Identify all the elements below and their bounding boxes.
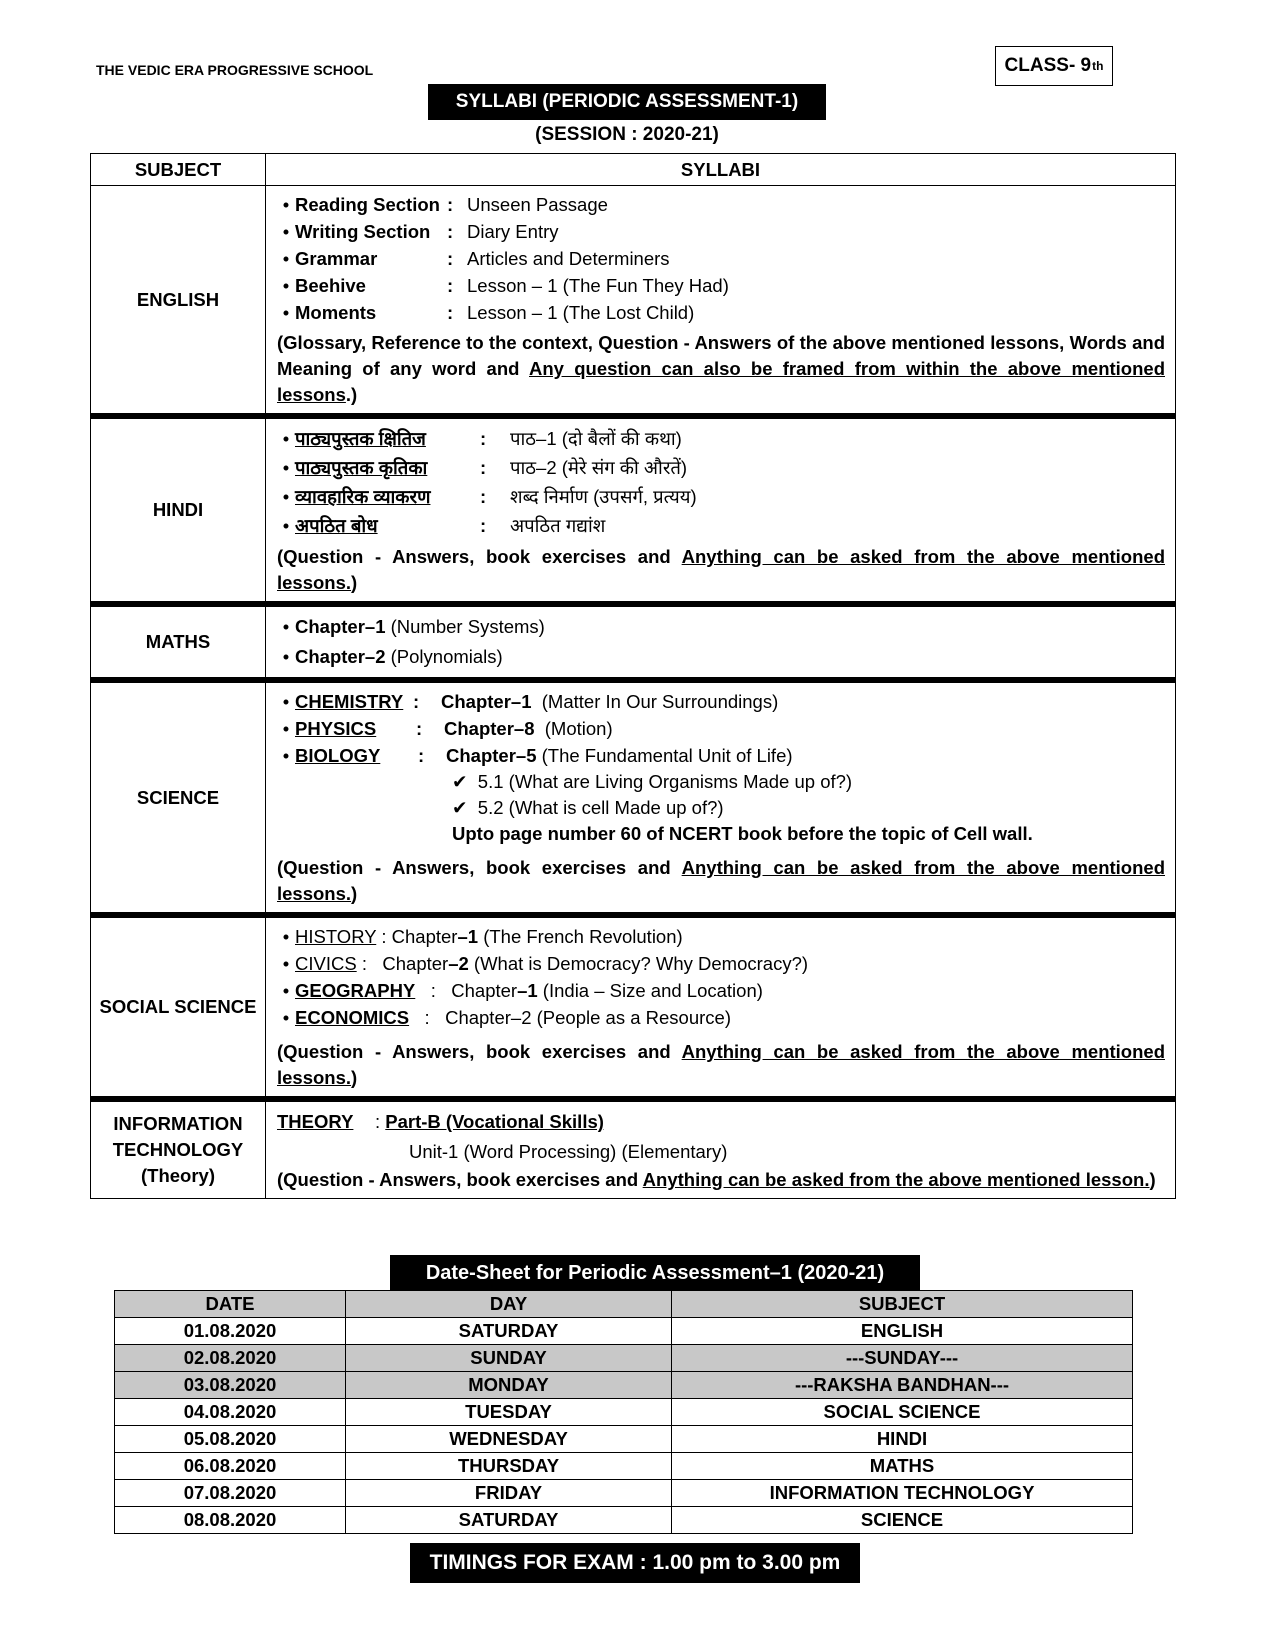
syllabus-header-row: [91, 154, 1176, 186]
list-item: [277, 482, 1165, 511]
item-label: Reading Section: [295, 194, 440, 215]
day-cell: FRIDAY: [346, 1480, 672, 1507]
item-value: (Matter In Our Surroundings): [541, 691, 779, 712]
class-label: CLASS- 9: [1004, 55, 1092, 76]
note-text: (Question - Answers, book exercises and: [277, 1041, 682, 1062]
tick-text: 5.2 (What is cell Made up of?): [477, 797, 724, 818]
subject-cell: ---SUNDAY---: [672, 1345, 1133, 1372]
list-item: [277, 715, 1165, 742]
subject-cell: INFORMATION TECHNOLOGY: [672, 1480, 1133, 1507]
table-row: [115, 1345, 1133, 1372]
science-content: [266, 680, 1176, 915]
note-text-end: ): [351, 1067, 358, 1088]
item-chapter: Chapter–8: [444, 718, 535, 739]
item-label: CHEMISTRY: [295, 691, 404, 712]
item-label: PHYSICS: [295, 718, 377, 739]
bullet-icon: •: [282, 1007, 290, 1028]
note-text-end: ): [1149, 1169, 1156, 1190]
separator: :: [413, 691, 420, 712]
note-underlined: Anything can be asked from the above mentioned lessons.: [277, 546, 1165, 593]
item-value: अपठित गद्यांश: [510, 515, 606, 536]
datesheet-header-row: [115, 1291, 1133, 1318]
syllabi-title: SYLLABI (PERIODIC ASSESSMENT-1): [428, 84, 826, 120]
datesheet-table: [114, 1290, 1133, 1534]
separator: :: [376, 926, 392, 947]
separator: :: [480, 428, 487, 449]
item-label: Writing Section: [295, 221, 431, 242]
subject-cell: ---RAKSHA BANDHAN---: [672, 1372, 1133, 1399]
hindi-content: [266, 416, 1176, 604]
note-text: (Question - Answers, book exercises and: [277, 546, 682, 567]
separator: :: [480, 486, 487, 507]
day-cell: TUESDAY: [346, 1399, 672, 1426]
item-label: Grammar: [295, 248, 378, 269]
item-value: Articles and Determiners: [467, 248, 670, 269]
subject-science: SCIENCE: [91, 680, 266, 915]
separator: :: [447, 302, 454, 323]
social-science-note: [277, 1039, 1165, 1091]
hindi-note: [277, 544, 1165, 596]
separator: :: [416, 718, 423, 739]
list-item: [277, 424, 1165, 453]
col-date-header: DATE: [115, 1291, 346, 1318]
science-note: [277, 855, 1165, 907]
item-label: BIOLOGY: [295, 745, 381, 766]
date-cell: 05.08.2020: [115, 1426, 346, 1453]
note-underlined: Anything can be asked from the above mentioned lesson.: [642, 1169, 1150, 1190]
note-text: (Glossary, Reference to the context, Question - Answers of the above mentioned lessons, Words and Meaning of any word and: [277, 332, 1165, 379]
list-item: [277, 245, 1165, 272]
note-text: (Question - Answers, book exercises and: [277, 1169, 643, 1190]
english-content: [266, 186, 1176, 417]
item-value: (The French Revolution): [478, 926, 683, 947]
list-item: [277, 742, 1165, 769]
list-item: THEORY : Part-B (Vocational Skills): [277, 1107, 1165, 1137]
separator: :: [480, 515, 487, 536]
note-text-end: ): [351, 572, 358, 593]
date-cell: 08.08.2020: [115, 1507, 346, 1534]
subject-cell: SCIENCE: [672, 1507, 1133, 1534]
item-chapter: Chapter: [391, 926, 458, 947]
separator: :: [418, 745, 425, 766]
bullet-icon: •: [282, 616, 290, 637]
subject-cell: ENGLISH: [672, 1318, 1133, 1345]
list-item: [277, 191, 1165, 218]
list-item: [277, 453, 1165, 482]
unit-text: Unit-1 (Word Processing) (Elementary): [409, 1141, 728, 1162]
separator: :: [409, 1007, 446, 1028]
table-row: [115, 1453, 1133, 1480]
bullet-icon: •: [282, 221, 290, 242]
item-value: Unseen Passage: [467, 194, 608, 215]
item-chapter: Chapter: [445, 1007, 511, 1028]
checkmark-icon: ✔: [452, 797, 468, 818]
note-text-end: ): [351, 883, 358, 904]
item-label: पाठ्यपुस्तक क्षितिज: [295, 428, 426, 449]
bullet-icon: •: [282, 691, 290, 712]
list-item: [277, 688, 1165, 715]
row-social-science: [91, 915, 1176, 1099]
note-underlined: Any question can also be framed from within the above mentioned lessons: [277, 358, 1165, 405]
item-value: Diary Entry: [467, 221, 559, 242]
session-label: (SESSION : 2020-21): [535, 124, 719, 145]
row-hindi: [91, 416, 1176, 604]
item-chapter: Chapter–5: [446, 745, 537, 766]
item-label: Moments: [295, 302, 377, 323]
bullet-icon: •: [282, 302, 290, 323]
item-chapter: Chapter: [382, 953, 449, 974]
list-item: [277, 511, 1165, 540]
bullet-icon: •: [282, 745, 290, 766]
col-day-header: DAY: [346, 1291, 672, 1318]
subject-information-technology: [91, 1099, 266, 1199]
separator: :: [447, 194, 454, 215]
separator: :: [480, 457, 487, 478]
item-chapter: Chapter: [451, 980, 518, 1001]
list-item: [277, 612, 1165, 642]
item-value: (Motion): [544, 718, 613, 739]
item-label: CIVICS: [295, 953, 357, 974]
school-name: THE VEDIC ERA PROGRESSIVE SCHOOL: [96, 62, 374, 78]
item-chapter: Chapter–1: [441, 691, 532, 712]
list-item: [277, 923, 1165, 950]
separator: :: [447, 275, 454, 296]
bullet-icon: •: [282, 646, 290, 667]
day-cell: SATURDAY: [346, 1318, 672, 1345]
item-label: अपठित बोध: [295, 515, 378, 536]
subject-english: ENGLISH: [91, 186, 266, 417]
item-label: GEOGRAPHY: [295, 980, 416, 1001]
bullet-icon: •: [282, 275, 290, 296]
list-item: [277, 299, 1165, 326]
part-label: Part-B (Vocational Skills): [385, 1111, 604, 1132]
list-item: [277, 642, 1165, 672]
it-note: [277, 1167, 1165, 1193]
day-cell: THURSDAY: [346, 1453, 672, 1480]
item-value: Lesson – 1 (The Lost Child): [467, 302, 695, 323]
maths-content: [266, 604, 1176, 680]
list-item: [277, 950, 1165, 977]
item-label: ECONOMICS: [295, 1007, 410, 1028]
item-label: पाठ्यपुस्तक कृतिका: [295, 457, 428, 478]
col-subject-header: SUBJECT: [91, 154, 266, 186]
subject-cell: SOCIAL SCIENCE: [672, 1399, 1133, 1426]
item-label: Chapter–1: [295, 616, 386, 637]
row-science: [91, 680, 1176, 915]
item-value: (Polynomials): [390, 646, 503, 667]
subject-social-science: SOCIAL SCIENCE: [91, 915, 266, 1099]
list-item: [277, 272, 1165, 299]
bullet-icon: •: [282, 428, 290, 449]
class-superscript: th: [1092, 59, 1104, 73]
table-row: [115, 1480, 1133, 1507]
item-label: HISTORY: [295, 926, 377, 947]
table-row: [115, 1399, 1133, 1426]
item-value: पाठ–1 (दो बैलों की कथा): [510, 428, 682, 449]
subject-maths: MATHS: [91, 604, 266, 680]
item-value: (Number Systems): [390, 616, 545, 637]
syllabus-table: [90, 153, 1176, 1199]
upto-text: Upto page number 60 of NCERT book before the topic of Cell wall.: [452, 823, 1033, 844]
item-value: शब्द निर्माण (उपसर्ग, प्रत्यय): [510, 486, 697, 507]
list-item: [277, 977, 1165, 1004]
date-cell: 04.08.2020: [115, 1399, 346, 1426]
note-text-end: .): [345, 384, 358, 405]
date-cell: 07.08.2020: [115, 1480, 346, 1507]
social-science-content: [266, 915, 1176, 1099]
day-cell: WEDNESDAY: [346, 1426, 672, 1453]
col-subject-header: SUBJECT: [672, 1291, 1133, 1318]
checkmark-icon: ✔: [452, 771, 468, 792]
list-item: [277, 1004, 1165, 1031]
day-cell: MONDAY: [346, 1372, 672, 1399]
bullet-icon: •: [282, 486, 290, 507]
bullet-icon: •: [282, 926, 290, 947]
list-item: [277, 795, 1165, 821]
col-syllabi-header: SYLLABI: [266, 154, 1176, 186]
note-underlined: Anything can be asked from the above mentioned lessons.: [277, 1041, 1165, 1088]
subject-line: (Theory): [141, 1165, 215, 1186]
theory-label: THEORY: [277, 1111, 354, 1132]
date-cell: 01.08.2020: [115, 1318, 346, 1345]
bullet-icon: •: [282, 953, 290, 974]
item-value: (People as a Resource): [531, 1007, 731, 1028]
separator: :: [447, 248, 454, 269]
note-underlined: Anything can be asked from the above mentioned lessons.: [277, 857, 1165, 904]
item-chapter-number: –1: [457, 926, 479, 947]
item-value: (What is Democracy? Why Democracy?): [468, 953, 809, 974]
table-row: [115, 1507, 1133, 1534]
bullet-icon: •: [282, 515, 290, 536]
item-value: (The Fundamental Unit of Life): [541, 745, 793, 766]
bullet-icon: •: [282, 718, 290, 739]
subject-cell: HINDI: [672, 1426, 1133, 1453]
list-item: [277, 218, 1165, 245]
date-cell: 03.08.2020: [115, 1372, 346, 1399]
class-box: [995, 46, 1113, 86]
date-cell: 02.08.2020: [115, 1345, 346, 1372]
separator: :: [415, 980, 452, 1001]
exam-timings: TIMINGS FOR EXAM : 1.00 pm to 3.00 pm: [410, 1543, 860, 1583]
separator: :: [356, 953, 383, 974]
subject-cell: MATHS: [672, 1453, 1133, 1480]
separator: :: [447, 221, 454, 242]
item-label: Beehive: [295, 275, 366, 296]
row-maths: [91, 604, 1176, 680]
item-label: व्यावहारिक व्याकरण: [295, 486, 431, 507]
table-row: [115, 1372, 1133, 1399]
item-value: पाठ–2 (मेरे संग की औरतें): [510, 457, 688, 478]
datesheet-title: Date-Sheet for Periodic Assessment–1 (2020-21): [390, 1255, 920, 1291]
bullet-icon: •: [282, 457, 290, 478]
subject-line: TECHNOLOGY: [112, 1139, 244, 1160]
bullet-icon: •: [282, 194, 290, 215]
bullet-icon: •: [282, 248, 290, 269]
item-value: Lesson – 1 (The Fun They Had): [467, 275, 729, 296]
day-cell: SATURDAY: [346, 1507, 672, 1534]
it-content: [266, 1099, 1176, 1199]
item-chapter-number: –2: [510, 1007, 532, 1028]
item-value: (India – Size and Location): [537, 980, 763, 1001]
tick-text: 5.1 (What are Living Organisms Made up of?): [477, 771, 853, 792]
date-cell: 06.08.2020: [115, 1453, 346, 1480]
list-item: [277, 769, 1165, 795]
day-cell: SUNDAY: [346, 1345, 672, 1372]
subject-hindi: HINDI: [91, 416, 266, 604]
bullet-icon: •: [282, 980, 290, 1001]
item-chapter-number: –2: [448, 953, 469, 974]
note-text: (Question - Answers, book exercises and: [277, 857, 682, 878]
table-row: [115, 1318, 1133, 1345]
row-english: [91, 186, 1176, 417]
row-information-technology: [91, 1099, 1176, 1199]
english-note: [277, 330, 1165, 408]
table-row: [115, 1426, 1133, 1453]
subject-line: INFORMATION: [113, 1113, 243, 1134]
item-chapter-number: –1: [517, 980, 538, 1001]
item-label: Chapter–2: [295, 646, 386, 667]
